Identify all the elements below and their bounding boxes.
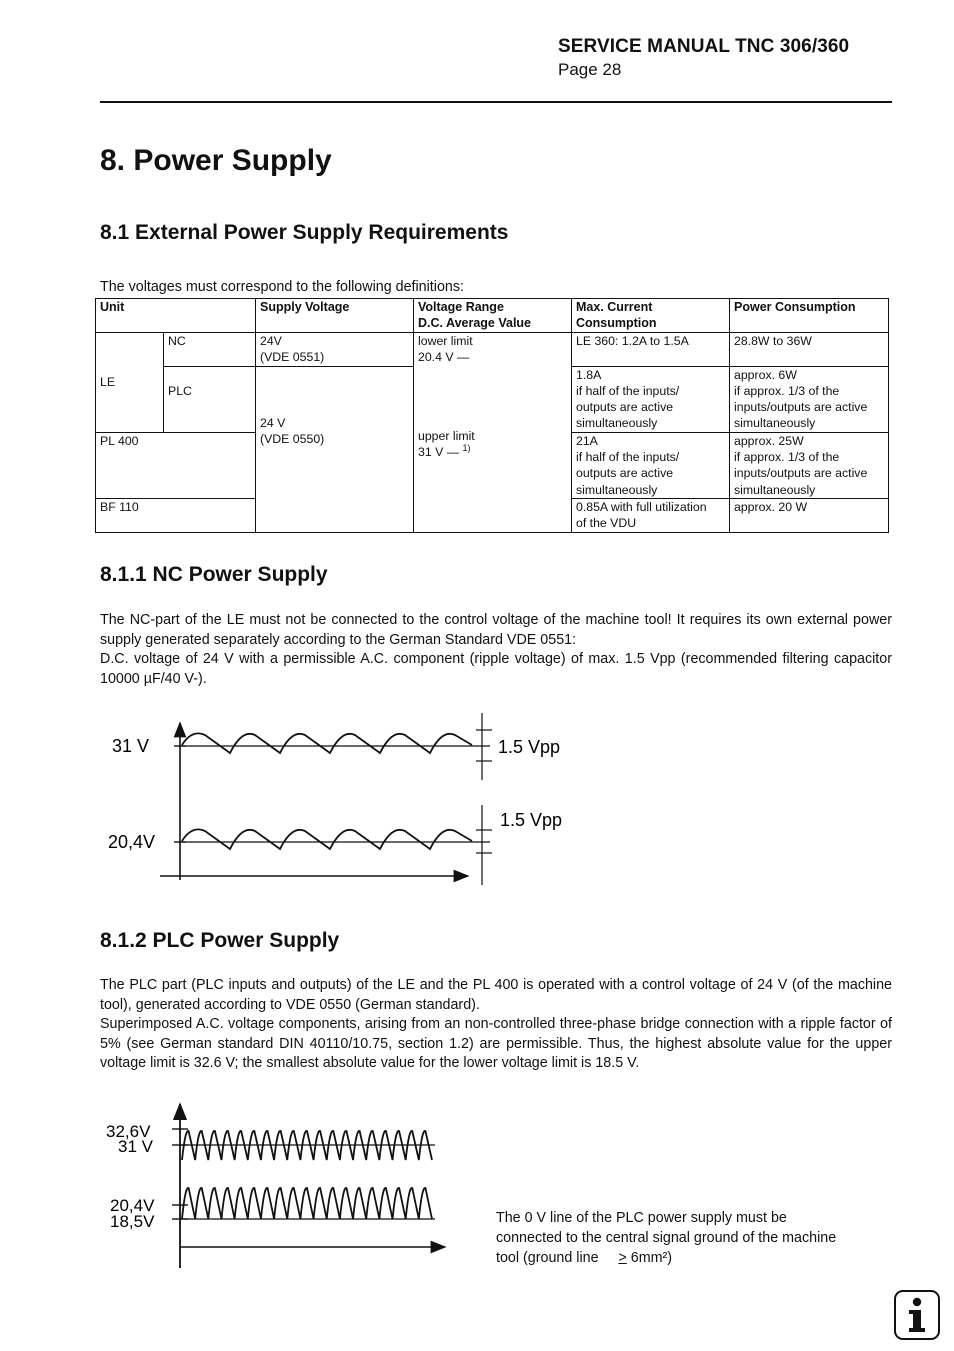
unit-pl400: PL 400 — [96, 432, 256, 498]
info-icon — [894, 1290, 940, 1340]
header-divider — [100, 101, 892, 103]
label-31v: 31 V — [118, 1137, 153, 1156]
label-32-6v: 32,6V — [106, 1122, 151, 1141]
plc-paragraph — [100, 976, 892, 1074]
nc-power: 28.8W to 36W — [730, 333, 889, 367]
pl-current: 21A if half of the inputs/ outputs are active simultaneously — [572, 432, 730, 498]
nc-ripple-diagram — [100, 705, 580, 900]
lower-ripple — [182, 1188, 432, 1219]
nc-text-2: D.C. voltage of 24 V with a permissible A.C. component (ripple voltage) of max. 1.5 Vpp (recommended filtering capacitor 10000 µF/40 V-). — [100, 651, 892, 687]
label-vpp-lower: 1.5 Vpp — [500, 810, 563, 830]
label-20-4v: 20,4V — [108, 832, 156, 852]
col-header-unit: Unit — [96, 299, 256, 333]
plc-ripple-diagram — [100, 1098, 460, 1270]
subsection-heading-8-1-1: 8.1.1 NC Power Supply — [100, 563, 328, 586]
col-header-current: Max. Current Consumption — [572, 299, 730, 333]
nc-text-1: The NC-part of the LE must not be connected to the control voltage of the machine tool! It requires its own external power supply generated separately according to the German Standard VDE 0551: — [100, 612, 892, 648]
label-vpp-upper: 1.5 Vpp — [498, 737, 561, 757]
voltage-range-cell: lower limit 20.4 V — upper limit 31 V — $^{1)}$ — [414, 333, 572, 533]
plc-current: 1.8A if half of the inputs/ outputs are active simultaneously — [572, 366, 730, 432]
col-header-range: Voltage Range D.C. Average Value — [414, 299, 572, 333]
unit-bf110: BF 110 — [96, 498, 256, 532]
label-31v: 31 V — [112, 736, 150, 756]
nc-supply: 24V (VDE 0551) — [256, 333, 414, 367]
table-intro: The voltages must correspond to the following definitions: — [100, 279, 464, 295]
col-header-power: Power Consumption — [730, 299, 889, 333]
ground-note: The 0 V line of the PLC power supply must be connected to the central signal ground of the machine tool (ground line > 6mm²) — [496, 1210, 837, 1266]
unit-nc: NC — [164, 333, 256, 367]
manual-title: SERVICE MANUAL TNC 306/360 — [558, 36, 850, 57]
section-heading: 8. Power Supply — [100, 144, 332, 177]
pl-power: approx. 25W if approx. 1/3 of the inputs/outputs are active simultaneously — [730, 432, 889, 498]
nc-paragraph — [100, 611, 892, 689]
unit-plc: PLC — [164, 366, 256, 432]
label-20-4v: 20,4V — [110, 1196, 155, 1215]
plc-supply: 24 V (VDE 0550) — [256, 366, 414, 532]
page-number: Page 28 — [558, 60, 622, 79]
plc-text-1: The PLC part (PLC inputs and outputs) of the LE and the PL 400 is operated with a control voltage of 24 V (of the machine tool), generated according to VDE 0550 (German standard). — [100, 977, 892, 1013]
table-row — [96, 333, 889, 367]
lower-ripple — [182, 829, 472, 849]
subsection-heading-8-1: 8.1 External Power Supply Requirements — [100, 221, 509, 244]
power-requirements-table — [95, 298, 889, 533]
bf-power: approx. 20 W — [730, 498, 889, 532]
plc-power: approx. 6W if approx. 1/3 of the inputs/outputs are active simultaneously — [730, 366, 889, 432]
subsection-heading-8-1-2: 8.1.2 PLC Power Supply — [100, 929, 340, 952]
table-header-row — [96, 299, 889, 333]
plc-text-2: Superimposed A.C. voltage components, arising from an non-controlled three-phase bridge connection with a ripple factor of 5% (see German standard DIN 40110/10.75, section 1.2) are permissible. Thus, the highest absolute value for the upper voltage limit is 32.6 V; the smallest absolute value for the lower voltage limit is 18.5 V. — [100, 1016, 892, 1071]
unit-le: LE — [96, 333, 164, 433]
nc-current: LE 360: 1.2A to 1.5A — [572, 333, 730, 367]
bf-current: 0.85A with full utilization of the VDU — [572, 498, 730, 532]
ge-symbol: > — [618, 1250, 627, 1266]
label-18-5v: 18,5V — [110, 1212, 155, 1231]
col-header-supply: Supply Voltage — [256, 299, 414, 333]
upper-ripple — [182, 733, 472, 753]
